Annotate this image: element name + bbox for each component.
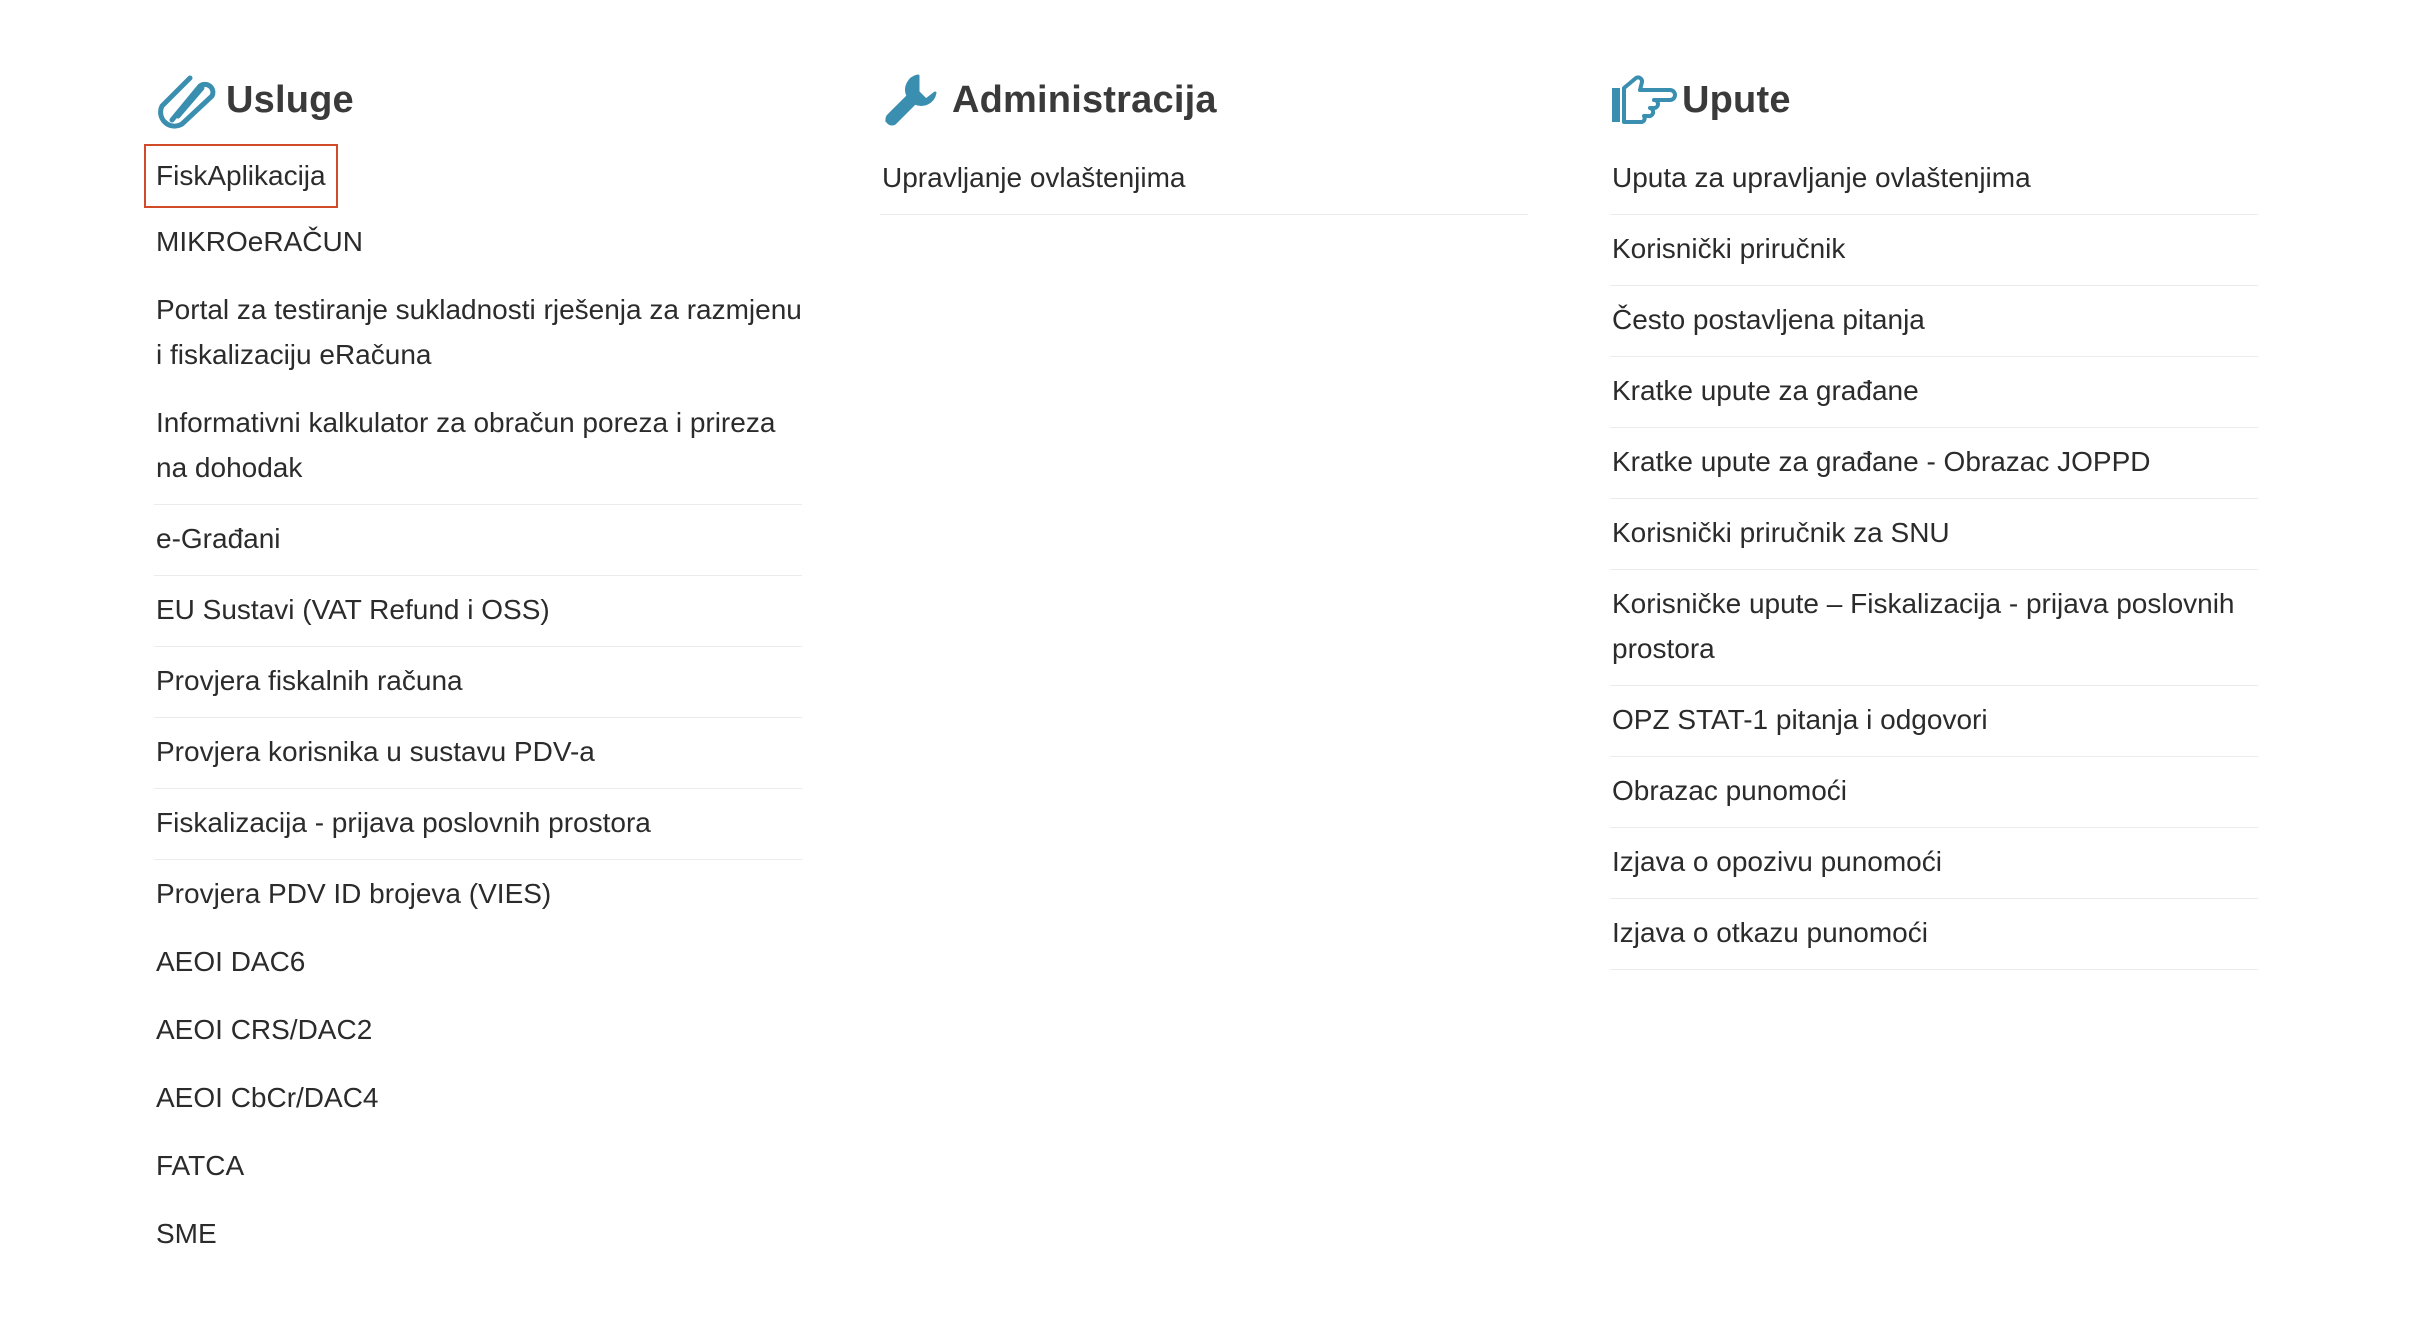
upute-item-fiskalizacija-upute[interactable]: Korisničke upute – Fiskalizacija - prijava poslovnih prostora xyxy=(1610,570,2258,686)
pointing-hand-icon xyxy=(1610,70,1678,130)
usluge-item-provjera-pdv[interactable]: Provjera korisnika u sustavu PDV-a xyxy=(154,718,802,789)
usluge-header xyxy=(154,68,802,132)
usluge-title: Usluge xyxy=(226,78,354,121)
upute-item-opoziv-punomoci[interactable]: Izjava o opozivu punomoći xyxy=(1610,828,2258,899)
usluge-item-crs-dac2[interactable]: AEOI CRS/DAC2 xyxy=(156,1014,373,1045)
upute-item-prirucnik-snu[interactable]: Korisnički priručnik za SNU xyxy=(1610,499,2258,570)
usluge-item-fiskalizacija[interactable]: Fiskalizacija - prijava poslovnih prostora xyxy=(154,789,802,860)
usluge-list xyxy=(154,144,802,1268)
usluge-item-eu-sustavi[interactable]: EU Sustavi (VAT Refund i OSS) xyxy=(154,576,802,647)
usluge-item-dac6[interactable]: AEOI DAC6 xyxy=(156,946,306,977)
upute-item-otkaz-punomoci[interactable]: Izjava o otkazu punomoći xyxy=(1610,899,2258,970)
upute-item-obrazac-punomoci[interactable]: Obrazac punomoći xyxy=(1610,757,2258,828)
usluge-item-wrap xyxy=(154,144,802,208)
administracija-list xyxy=(880,144,1528,215)
usluge-item-cbcr-dac4[interactable]: AEOI CbCr/DAC4 xyxy=(156,1082,379,1113)
administracija-title: Administracija xyxy=(952,78,1217,121)
upute-item-kratke-upute-joppd[interactable]: Kratke upute za građane - Obrazac JOPPD xyxy=(1610,428,2258,499)
upute-item-opz-stat1[interactable]: OPZ STAT-1 pitanja i odgovori xyxy=(1610,686,2258,757)
usluge-section xyxy=(154,68,802,1268)
upute-section xyxy=(1610,68,2258,970)
usluge-item-kalkulator[interactable]: Informativni kalkulator za obračun poreza i prireza na dohodak xyxy=(154,389,802,505)
administracija-item-upravljanje[interactable]: Upravljanje ovlaštenjima xyxy=(880,144,1528,215)
upute-item-uputa-ovlastenja[interactable]: Uputa za upravljanje ovlaštenjima xyxy=(1610,144,2258,215)
paperclip-icon xyxy=(154,70,222,130)
administracija-section xyxy=(880,68,1528,215)
usluge-item-mikroeracun[interactable]: MIKROeRAČUN xyxy=(156,226,363,257)
upute-item-kratke-upute[interactable]: Kratke upute za građane xyxy=(1610,357,2258,428)
upute-list xyxy=(1610,144,2258,970)
usluge-item-e-gradani[interactable]: e-Građani xyxy=(154,505,802,576)
usluge-item-provjera-fiskalnih[interactable]: Provjera fiskalnih računa xyxy=(154,647,802,718)
usluge-item-sme[interactable]: SME xyxy=(156,1218,217,1249)
usluge-item-vies[interactable]: Provjera PDV ID brojeva (VIES) xyxy=(156,878,552,909)
upute-item-korisnicki-prirucnik[interactable]: Korisnički priručnik xyxy=(1610,215,2258,286)
usluge-item-fiskaplikacija[interactable]: FiskAplikacija xyxy=(144,144,338,208)
usluge-item-portal-testiranje[interactable]: Portal za testiranje sukladnosti rješenja za razmjenu i fiskalizaciju eRačuna xyxy=(156,294,802,370)
upute-header xyxy=(1610,68,2258,132)
administracija-header xyxy=(880,68,1528,132)
usluge-item-fatca[interactable]: FATCA xyxy=(156,1150,245,1181)
wrench-icon xyxy=(880,70,948,130)
upute-title: Upute xyxy=(1682,78,1791,121)
upute-item-cesto-pitanja[interactable]: Često postavljena pitanja xyxy=(1610,286,2258,357)
